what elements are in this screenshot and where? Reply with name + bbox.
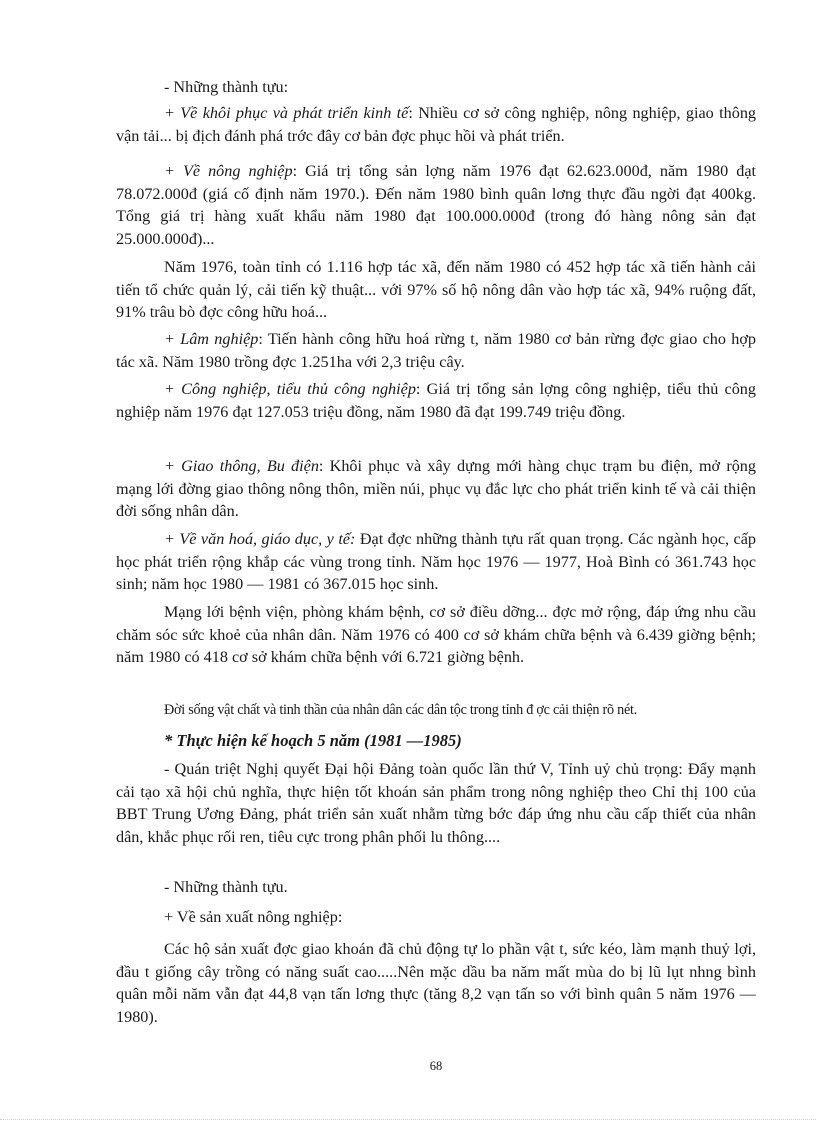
page-number: 68 <box>429 1059 443 1073</box>
paragraph-agri-production-title: + Về sản xuất nông nghiệp: <box>164 908 343 926</box>
paragraph-lead: + Lâm nghiệp <box>164 330 259 348</box>
paragraph-transport-post <box>116 455 756 523</box>
paragraph-lead: + Giao thông, Bu điện <box>164 457 319 475</box>
paragraph-body: : Khôi phục và xây dựng mới hàng chục trạm bu điện, mở rộng mạng lới đờng giao thông nông thôn, miền núi, phục vụ đắc lực cho phát triển kinh tế và cải thiện đời sống nhân dân. <box>116 457 756 521</box>
paragraph-body: : Nhiều cơ sở công nghiệp, nông nghiệp, giao thông vận tải... bị địch đánh phá trớc đây cơ bản đợc phục hồi và phát triển. <box>116 104 757 145</box>
paragraph-lead: + Công nghiệp, tiểu thủ công nghiệp <box>164 380 416 398</box>
paragraph-body: Đạt đợc những thành tựu rất quan trọng. Các ngành học, cấp học phát triển rộng khắp các vùng trong tỉnh. Năm học 1976 — 1977, Hoà Bình có 361.743 học sinh; năm học 1980 — 1981 có 367.015 học sinh. <box>116 530 756 594</box>
paragraph-lead: + Về nông nghiệp <box>164 162 293 180</box>
paragraph-culture-education-health <box>116 528 756 596</box>
paragraph-resolution: - Quán triệt Nghị quyết Đại hội Đảng toàn quốc lần thứ V, Tỉnh uỷ chủ trọng: Đẩy mạnh cải tạo xã hội chủ nghĩa, thực hiện tốt khoán sản phẩm trong nông nghiệp theo Chỉ thị 100 của BBT Trung Ương Đảng, phát triển sản xuất nhằm từng bớc đáp ứng nhu cầu cấp thiết của nhân dân, khắc phục rối ren, tiêu cực trong phân phối lu thông.... <box>116 760 756 846</box>
paragraph-body: : Tiến hành công hữu hoá rừng t, năm 1980 cơ bản rừng đợc giao cho hợp tác xã. Năm 1980 trồng đợc 1.251ha với 2,3 triệu cây. <box>116 330 756 371</box>
paragraph-lead: + Về văn hoá, giáo dục, y tế: <box>164 530 356 548</box>
paragraph-body: : Giá trị tổng sản lợng năm 1976 đạt 62.623.000đ, năm 1980 đạt 78.072.000đ (giá cố định năm 1970.). Đến năm 1980 bình quân lơng thực đầu ngời đạt 400kg. Tổng giá trị hàng xuất khẩu năm 1980 đạt 100.000.000đ (trong đó hàng nông sản đạt 25.000.000đ)... <box>116 162 756 248</box>
paragraph-lead: + Về khôi phục và phát triển kinh tế <box>164 104 409 122</box>
paragraph-cooperatives: Năm 1976, toàn tỉnh có 1.116 hợp tác xã, đến năm 1980 có 452 hợp tác xã tiến hành cải tiến tổ chức quản lý, cải tiến kỹ thuật... với 97% số hộ nông dân vào hợp tác xã, 94% ruộng đất, 91% trâu bò đợc công hữu hoá... <box>116 258 756 322</box>
document-page <box>116 0 756 1123</box>
paragraph-living-standards: Đời sống vật chất và tinh thần của nhân dân các dân tộc trong tỉnh đ ợc cải thiện rõ nét. <box>164 702 638 718</box>
paragraph-industry <box>116 378 756 423</box>
paragraph-economic-recovery <box>116 102 756 147</box>
achievements-line-1: - Những thành tựu: <box>164 78 289 96</box>
paragraph-body: : Giá trị tổng sản lợng công nghiệp, tiểu thủ công nghiệp năm 1976 đạt 127.053 triệu đồng, năm 1980 đã đạt 199.749 triệu đồng. <box>116 380 756 421</box>
page-bottom-edge <box>0 1119 816 1121</box>
paragraph-forestry <box>116 328 756 373</box>
paragraph-health-network: Mạng lới bệnh viện, phòng khám bệnh, cơ sở điều dỡng... đợc mở rộng, đáp ứng nhu cầu chăm sóc sức khoẻ của nhân dân. Năm 1976 có 400 cơ sở khám chữa bệnh và 6.439 giờng bệnh; năm 1980 có 418 cơ sở khám chữa bệnh với 6.721 giờng bệnh. <box>116 603 756 667</box>
paragraph-agriculture <box>116 160 756 250</box>
achievements-line-2: - Những thành tựu. <box>164 878 288 896</box>
paragraph-households: Các hộ sản xuất đợc giao khoán đã chủ động tự lo phần vật t, sức kéo, làm mạnh thuỷ lợi, đầu t giống cây trồng có năng suất cao.....Nên mặc dầu ba năm mất mùa do bị lũ lụt nhng bình quân mỗi năm vẫn đạt 44,8 vạn tấn lơng thực (tăng 8,2 vạn tấn so với bình quân 5 năm 1976 — 1980). <box>116 940 756 1026</box>
section-heading-five-year-plan: * Thực hiện kế hoạch 5 năm (1981 —1985) <box>164 731 462 750</box>
